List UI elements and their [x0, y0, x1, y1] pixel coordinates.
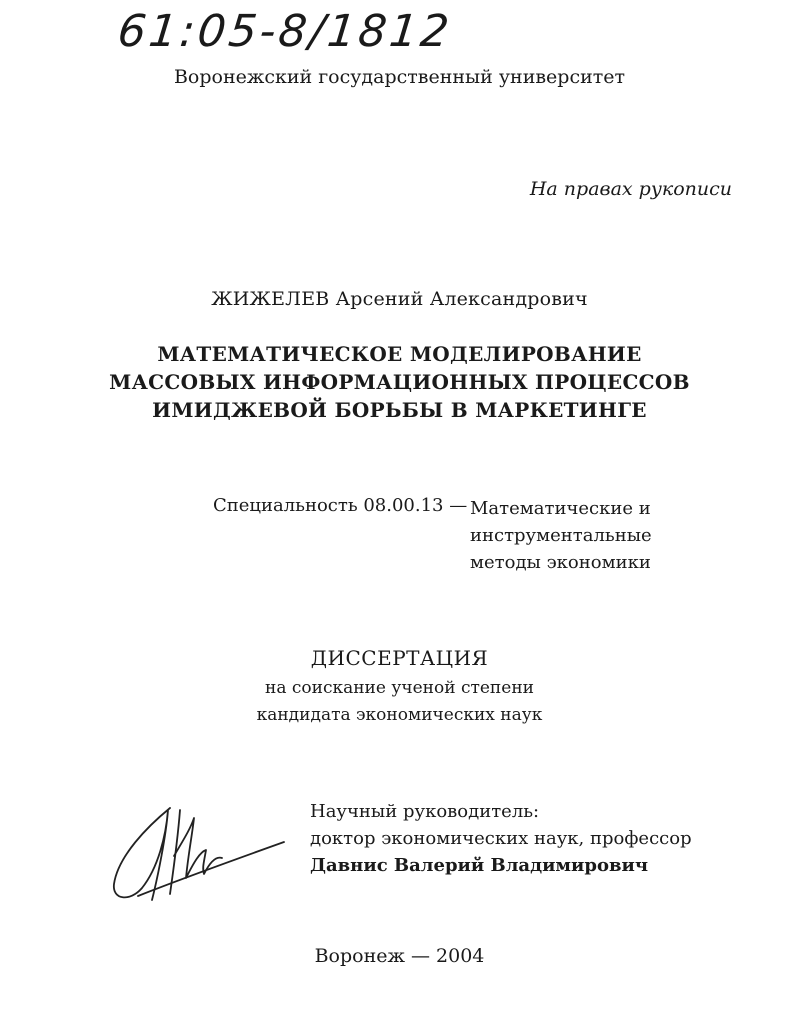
specialty-label: Специальность 08.00.13 —	[213, 495, 468, 516]
advisor-label: Научный руководитель:	[310, 801, 540, 822]
author-name: ЖИЖЕЛЕВ Арсений Александрович	[211, 288, 588, 310]
advisor-block	[310, 798, 692, 879]
dissertation-heading: ДИССЕРТАЦИЯ	[310, 646, 489, 670]
advisor-name: Давнис Валерий Владимирович	[310, 855, 649, 876]
specialty-value	[470, 495, 652, 576]
advisor-degree: доктор экономических наук, профессор	[310, 828, 692, 849]
manuscript-note: На правах рукописи	[529, 178, 732, 200]
title-line: МАТЕМАТИЧЕСКОЕ МОДЕЛИРОВАНИЕ	[157, 342, 642, 366]
degree-line: кандидата экономических наук	[256, 705, 543, 725]
dissertation-title	[0, 340, 799, 424]
title-line: ИМИДЖЕВОЙ БОРЬБЫ В МАРКЕТИНГЕ	[152, 398, 647, 422]
specialty-line: Математические и	[470, 498, 651, 519]
university-name: Воронежский государственный университет	[173, 66, 626, 88]
specialty-line: методы экономики	[470, 552, 651, 573]
degree-line: на соискание ученой степени	[264, 678, 534, 698]
archive-code: 61:05-8/1812	[115, 6, 455, 57]
signature-image	[108, 796, 308, 906]
title-line: МАССОВЫХ ИНФОРМАЦИОННЫХ ПРОЦЕССОВ	[109, 370, 690, 394]
degree-description	[0, 675, 799, 729]
specialty-line: инструментальные	[470, 525, 652, 546]
city-year: Воронеж — 2004	[314, 945, 485, 967]
